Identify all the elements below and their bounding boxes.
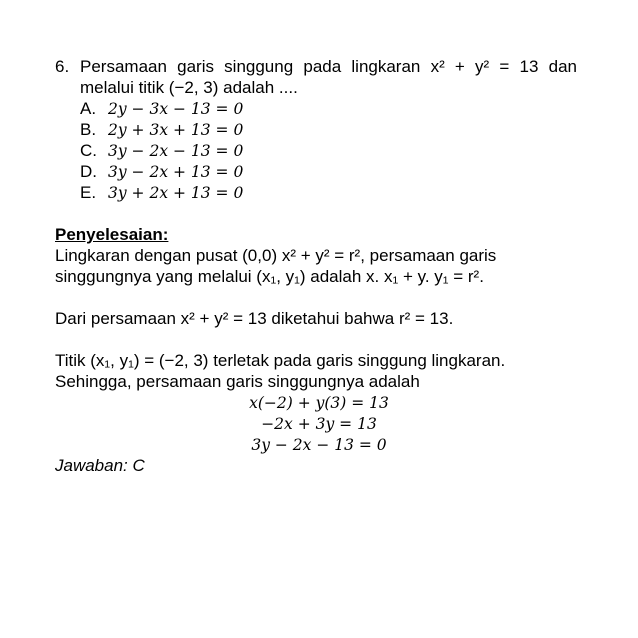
option-a-letter: A. <box>80 99 97 118</box>
solution-paragraph-3-line-2: Sehingga, persamaan garis singgungnya adalah <box>55 372 420 391</box>
solution-step-3: 3y − 2x − 13 = 0 <box>251 436 387 454</box>
solution-step-2: −2x + 3y = 13 <box>261 415 377 433</box>
solution-paragraph-1-line-2: singgungnya yang melalui (x₁, y₁) adalah x. x₁ + y. y₁ = r². <box>55 267 484 286</box>
option-b-equation: 2y + 3x + 13 = 0 <box>108 121 244 139</box>
option-d-equation: 3y − 2x + 13 = 0 <box>108 163 244 181</box>
solution-paragraph-1-line-1: Lingkaran dengan pusat (0,0) x² + y² = r², persamaan garis <box>55 246 497 265</box>
solution-step-1: x(−2) + y(3) = 13 <box>249 394 389 412</box>
option-c-letter: C. <box>80 141 97 160</box>
option-b-letter: B. <box>80 120 97 139</box>
option-e-letter: E. <box>80 183 97 202</box>
question-line-2: melalui titik (−2, 3) adalah .... <box>80 78 298 97</box>
solution-paragraph-2: Dari persamaan x² + y² = 13 diketahui bahwa r² = 13. <box>55 309 454 328</box>
answer-text: Jawaban: C <box>55 456 145 475</box>
option-c-equation: 3y − 2x − 13 = 0 <box>108 142 244 160</box>
question-number: 6. <box>55 57 70 76</box>
solution-paragraph-3-line-1: Titik (x₁, y₁) = (−2, 3) terletak pada garis singgung lingkaran. <box>55 351 506 370</box>
option-e-equation: 3y + 2x + 13 = 0 <box>108 184 244 202</box>
option-a-equation: 2y − 3x − 13 = 0 <box>108 100 244 118</box>
option-d-letter: D. <box>80 162 97 181</box>
solution-heading: Penyelesaian: <box>55 225 169 244</box>
question-line-1: Persamaan garis singgung pada lingkaran x² + y² = 13 dan <box>80 57 577 76</box>
